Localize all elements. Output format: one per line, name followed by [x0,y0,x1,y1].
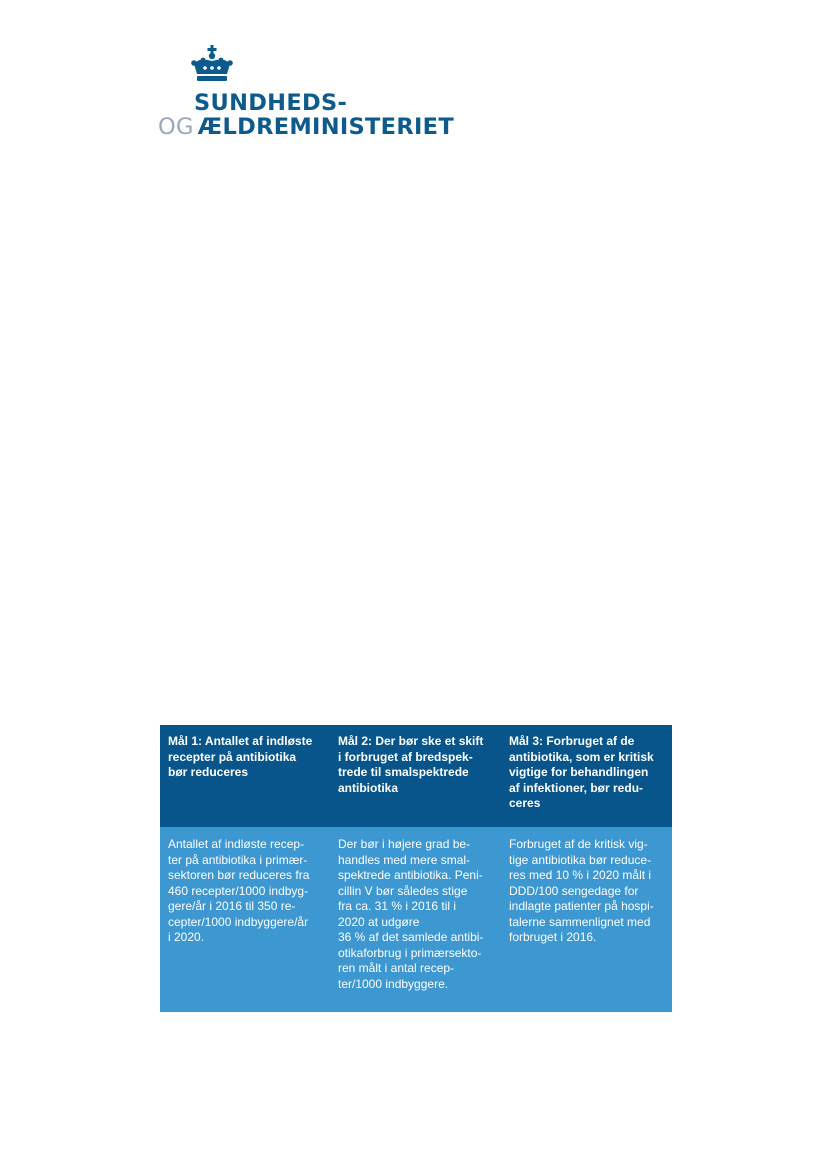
goal-1-body [168,837,328,946]
body-line: 36 % af det samlede antibi- [338,930,484,944]
header-line: Mål 1: Antallet af indløste [168,734,313,748]
body-line: i 2020. [168,930,205,944]
body-line: ter på antibiotika i primær- [168,852,308,867]
header-line: ceres [509,796,541,810]
body-line: cepter/1000 indbyggere/år [168,914,309,929]
header-line: recepter på antibiotika [168,749,297,764]
body-line: talerne sammenlignet med [509,914,651,929]
logo-text-line1: SUNDHEDS- [194,90,348,116]
body-line: cillin V bør således stige [338,883,468,898]
goal-1-header [168,734,328,781]
body-line: sektoren bør reduceres fra [168,868,310,882]
goals-table [160,725,672,1012]
body-line: Antallet af indløste recep- [168,837,305,851]
header-line: af infektioner, bør redu- [509,780,644,795]
header-line: Mål 3: Forbruget af de [509,734,635,748]
goal-2-header [338,734,498,796]
body-line: ter/1000 indbyggere. [338,976,449,991]
header-line: vigtige for behandlingen [509,765,649,779]
crown-icon [190,44,234,88]
logo-text-line2 [158,114,454,140]
header-line: i forbruget af bredspek- [338,749,473,764]
ministry-logo [158,44,454,144]
body-line: 2020 at udgøre [338,914,420,929]
body-line: otikaforbrug i primærsekto- [338,945,482,960]
body-line: spektrede antibiotika. Peni- [338,868,483,882]
goal-3-header [509,734,669,812]
body-line: Der bør i højere grad be- [338,837,471,851]
goal-3-body [509,837,669,946]
logo-text-name: ÆLDREMINISTERIET [197,114,454,140]
body-line: tige antibiotika bør reduce- [509,852,652,867]
body-line: fra ca. 31 % i 2016 til i [338,899,457,913]
logo-prefix: OG [158,114,194,140]
body-line: handles med mere smal- [338,852,471,867]
body-line: Forbruget af de kritisk vig- [509,837,648,851]
body-line: ren målt i antal recep- [338,961,455,975]
header-line: antibiotika, som er kritisk [509,749,654,764]
body-line: 460 recepter/1000 indbyg- [168,883,309,898]
body-line: DDD/100 sengedage for [509,883,639,898]
header-line: trede til smalspektrede [338,765,469,779]
body-line: indlagte patienter på hospi- [509,899,654,913]
body-line: forbruget i 2016. [509,930,597,944]
body-line: res med 10 % i 2020 målt i [509,868,652,882]
header-line: bør reduceres [168,765,249,779]
body-line: gere/år i 2016 til 350 re- [168,899,296,913]
goal-2-body [338,837,498,992]
header-line: antibiotika [338,780,399,795]
header-line: Mål 2: Der bør ske et skift [338,734,484,748]
